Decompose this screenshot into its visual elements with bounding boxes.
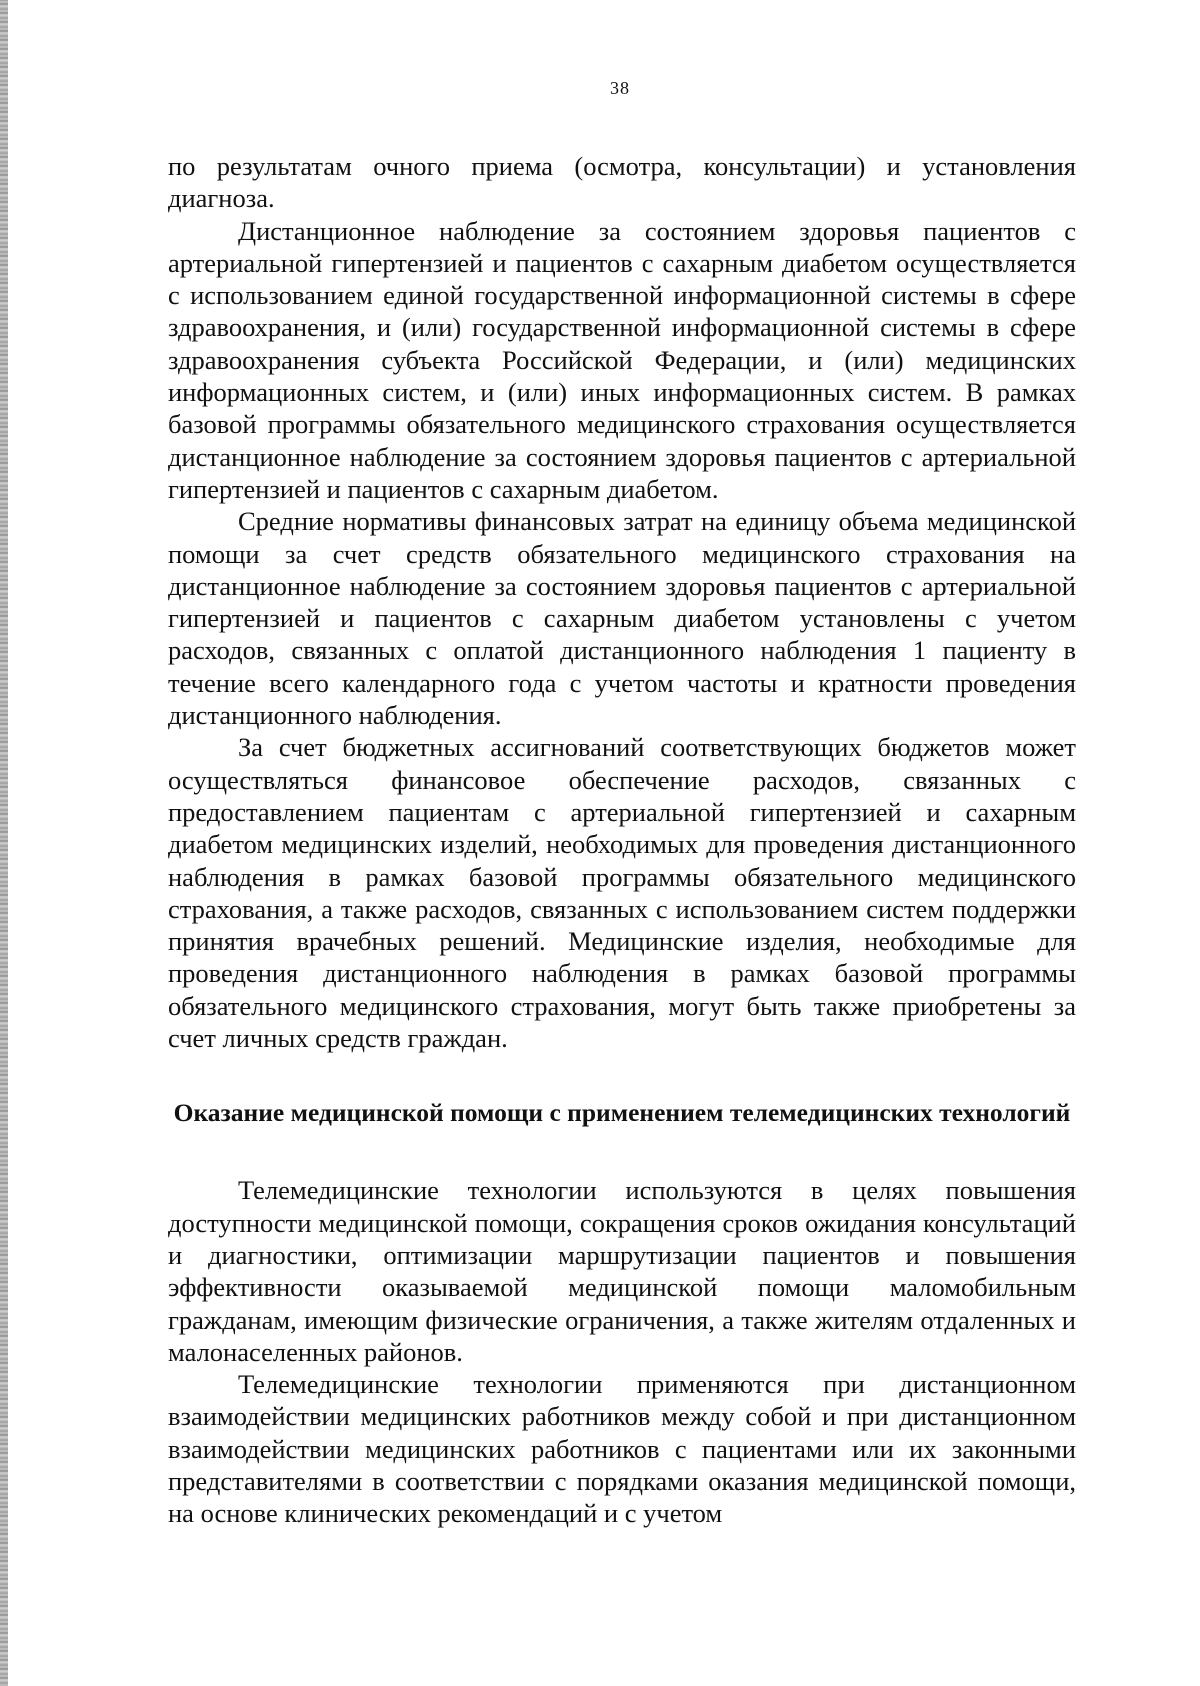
section-heading: Оказание медицинской помощи с применением телемедицинских технологий — [173, 1098, 1071, 1128]
paragraph-telemedicine-purpose: Телемедицинские технологии используются в целях повышения доступности медицинской помощи, сокращения сроков ожидания консультаций и диагностики, оптимизации маршрутизации пациентов и повышения эффективности оказываемой медицинской помощи маломобильным гражданам, имеющим физические ограничения, а также жителям отдаленных и малонаселенных районов. — [168, 1175, 1076, 1367]
paragraph-financial-norms: Средние нормативы финансовых затрат на единицу объема медицинской помощи за счет средств обязательного медицинского страхования на дистанционное наблюдение за состоянием здоровья пациентов с артериальной гипертензией и пациентов с сахарным диабетом установлены с учетом расходов, связанных с оплатой дистанционного наблюдения 1 пациенту в течение всего календарного года с учетом частоты и кратности проведения дистанционного наблюдения. — [168, 506, 1076, 731]
page-number: 38 — [610, 78, 630, 98]
paragraph-remote-monitoring: Дистанционное наблюдение за состоянием здоровья пациентов с артериальной гипертензией и пациентов с сахарным диабетом осуществляется с использованием единой государственной информационной системы в сфере здравоохранения, и (или) государственной информационной системы в сфере здравоохранения субъекта Российской Федерации, и (или) медицинских информационных систем, и (или) иных информационных систем. В рамках базовой программы обязательного медицинского страхования осуществляется дистанционное наблюдение за состоянием здоровья пациентов с артериальной гипертензией и пациентов с сахарным диабетом. — [168, 215, 1076, 504]
paragraph-telemedicine-application: Телемедицинские технологии применяются при дистанционном взаимодействии медицинских работников между собой и при дистанционном взаимодействии медицинских работников с пациентами или их законными представителями в соответствии с порядками оказания медицинской помощи, на основе клинических рекомендаций и с учетом — [168, 1369, 1076, 1529]
document-body — [168, 150, 1076, 1530]
paragraph-budget-allocations: За счет бюджетных ассигнований соответствующих бюджетов может осуществляться финансовое обеспечение расходов, связанных с предоставлением пациентам с артериальной гипертензией и сахарным диабетом медицинских изделий, необходимых для проведения дистанционного наблюдения в рамках базовой программы обязательного медицинского страхования, а также расходов, связанных с использованием систем поддержки принятия врачебных решений. Медицинские изделия, необходимые для проведения дистанционного наблюдения в рамках базовой программы обязательного медицинского страхования, могут быть также приобретены за счет личных средств граждан. — [168, 732, 1076, 1054]
scan-edge — [0, 0, 8, 1686]
paragraph-continuation: по результатам очного приема (осмотра, консультации) и установления диагноза. — [168, 151, 1076, 214]
